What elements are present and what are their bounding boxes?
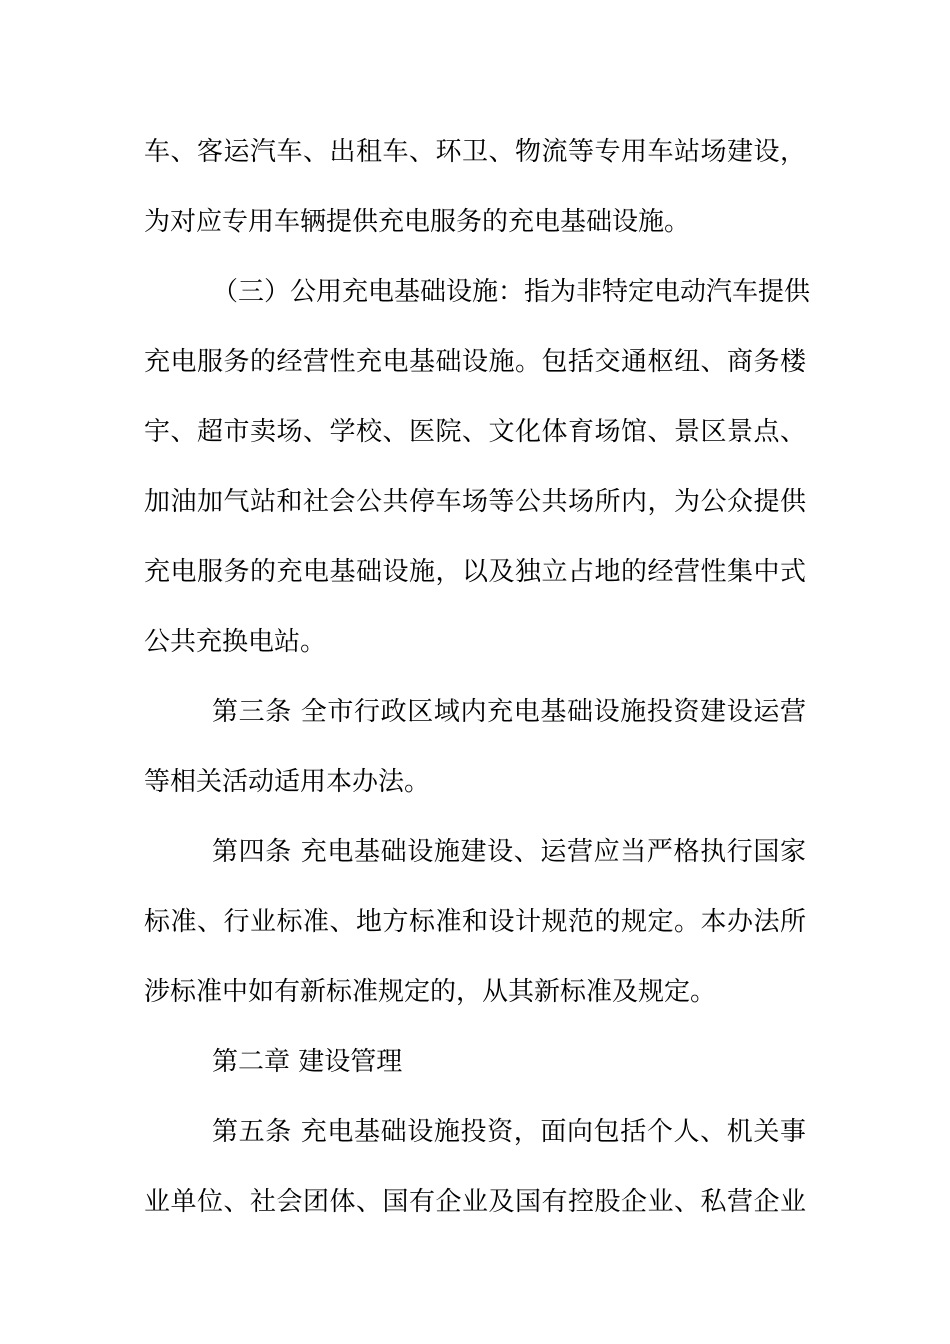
text-line-12: 标准、行业标准、地方标准和设计规范的规定。本办法所 bbox=[144, 907, 806, 937]
article-5-heading-line: 第五条 充电基础设施投资，面向包括个人、机关事 bbox=[212, 1117, 806, 1147]
text-line-13: 涉标准中如有新标准规定的，从其新标准及规定。 bbox=[144, 977, 717, 1007]
text-line-2: 为对应专用车辆提供充电服务的充电基础设施。 bbox=[144, 207, 691, 237]
chapter-2-heading: 第二章 建设管理 bbox=[212, 1047, 403, 1077]
document-body bbox=[144, 128, 811, 1248]
text-line-16: 业单位、社会团体、国有企业及国有控股企业、私营企业 bbox=[144, 1187, 806, 1217]
text-line-5: 宇、超市卖场、学校、医院、文化体育场馆、景区景点、 bbox=[144, 417, 806, 447]
text-line-10: 等相关活动适用本办法。 bbox=[144, 767, 431, 797]
article-3-heading-line: 第三条 全市行政区域内充电基础设施投资建设运营 bbox=[212, 697, 806, 727]
text-line-6: 加油加气站和社会公共停车场等公共场所内，为公众提供 bbox=[144, 487, 806, 517]
article-4-heading-line: 第四条 充电基础设施建设、运营应当严格执行国家 bbox=[212, 837, 806, 867]
text-line-8: 公共充换电站。 bbox=[144, 627, 327, 657]
text-line-4: 充电服务的经营性充电基础设施。包括交通枢纽、商务楼 bbox=[144, 347, 806, 377]
text-line-3: （三）公用充电基础设施：指为非特定电动汽车提供 bbox=[212, 277, 811, 307]
text-line-1: 车、客运汽车、出租车、环卫、物流等专用车站场建设， bbox=[144, 137, 806, 167]
text-line-7: 充电服务的充电基础设施，以及独立占地的经营性集中式 bbox=[144, 557, 806, 587]
